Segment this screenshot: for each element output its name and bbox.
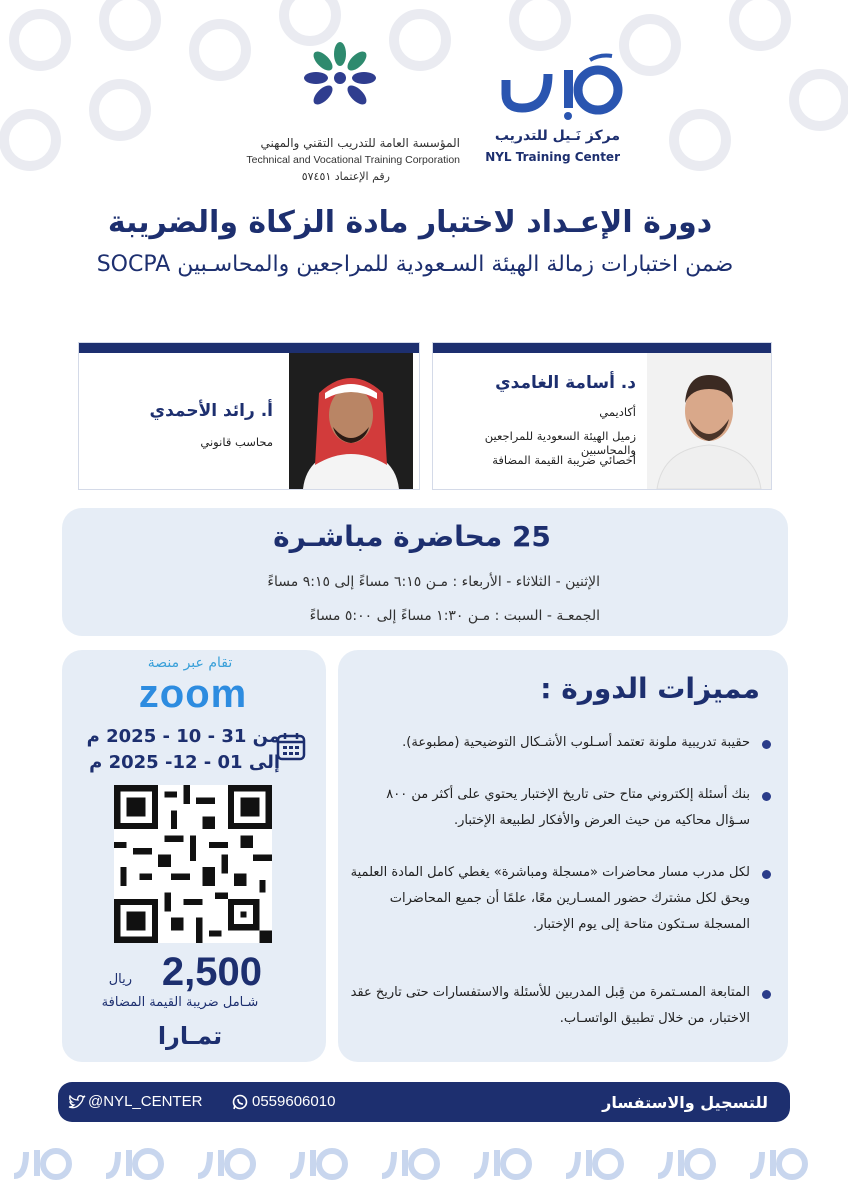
register-label: للتسجيل والاستفسار xyxy=(602,1093,768,1112)
bottom-logo-pattern xyxy=(0,1130,848,1200)
instructor-photo-1 xyxy=(647,353,771,489)
whatsapp-icon xyxy=(232,1094,248,1110)
phone-number[interactable]: 0559606010 xyxy=(252,1093,336,1110)
instructor-card-1 xyxy=(432,342,772,490)
course-title: دورة الإعـداد لاختبار مادة الزكاة والضريبة xyxy=(107,205,713,240)
instructor-title: أخصائي ضريبة القيمة المضافة xyxy=(492,453,636,467)
instructor-title: زميل الهيئة السعودية للمراجعين والمحاسبين xyxy=(484,429,636,457)
instructor-name: د. أسامة الغامدي xyxy=(495,373,636,393)
tvtc-name-en: Technical and Vocational Training Corporation xyxy=(246,154,460,166)
nyl-name-en: NYL Training Center xyxy=(485,150,620,164)
zoom-logo: zoom xyxy=(138,672,248,716)
feature-item: بنك أسئلة إلكتروني متاح حتى تاريخ الإختبار يحتوي على أكثر من ٨٠٠ سـؤال محاكيه من حيث العرض والأفكار لطبيعة الإختبار. xyxy=(386,787,750,828)
card-bar xyxy=(79,343,419,353)
date-to: إلى 01 - 12- 2025 م xyxy=(89,752,280,773)
tvtc-logo xyxy=(300,40,380,120)
bullet-icon xyxy=(762,740,771,749)
bullet-icon xyxy=(762,792,771,801)
schedule-line: الإثنين - الثلاثاء - الأربعاء : مـن ٦:١٥ مساءً إلى ٩:١٥ مساءً xyxy=(267,574,600,590)
instructor-title: محاسب قانوني xyxy=(200,435,273,449)
instructor-name: أ. رائد الأحمدي xyxy=(149,401,273,421)
features-title: مميزات الدورة : xyxy=(540,672,760,705)
bullet-icon xyxy=(762,990,771,999)
tvtc-accreditation: رقم الإعتماد ٥٧٤٥١ xyxy=(301,170,390,183)
twitter-handle[interactable]: @NYL_CENTER xyxy=(88,1093,203,1110)
bullet-icon xyxy=(762,870,771,879)
instructor-card-2 xyxy=(78,342,420,490)
card-bar xyxy=(433,343,771,353)
schedule-line: الجمعـة - السبت : مـن ١:٣٠ مساءً إلى ٥:٠٠ مساءً xyxy=(309,608,600,624)
feature-item: حقيبة تدريبية ملونة تعتمد أسـلوب الأشـكال التوضيحية (مطبوعة). xyxy=(402,735,750,750)
zoom-label: تقام عبر منصة xyxy=(147,655,233,671)
nyl-name-ar: مركز نَـيل للتدريب xyxy=(494,128,620,144)
instructor-photo-2 xyxy=(289,353,413,489)
course-subtitle: ضمن اختبارات زمالة الهيئة السـعودية للمراجعين والمحاسـبين SOCPA xyxy=(96,252,734,277)
qr-code[interactable] xyxy=(114,785,272,943)
vat-note: شـامل ضريبة القيمة المضافة xyxy=(101,995,259,1010)
nyl-logo xyxy=(500,50,630,120)
date-from: من 31 - 10 - 2025 م xyxy=(86,726,280,747)
feature-item: المتابعة المسـتمرة من قِبل المدربين للأسئلة والاستفسارات حتى تاريخ عقد الاختبار، من خلال تطبيق الواتسـاب. xyxy=(350,985,750,1026)
instructor-title: أكاديمي xyxy=(599,405,636,419)
feature-item: لكل مدرب مسار محاضرات «مسجلة ومباشرة» يغطي كامل المادة العلمية ويحق لكل مشترك حضور المسـارين معًا، علمًا أن جميع المحاضرات المسجلة سـتكون متاحة إلى يوم الإختبار. xyxy=(350,865,750,932)
currency: ريال xyxy=(108,972,132,987)
lectures-title: 25 محاضرة مباشـرة xyxy=(273,520,551,553)
calendar-icon xyxy=(276,731,306,761)
twitter-icon xyxy=(68,1095,86,1110)
price: 2,500 xyxy=(161,950,262,994)
tamara-logo: تمـارا xyxy=(157,1022,223,1050)
tvtc-name-ar: المؤسسة العامة للتدريب التقني والمهني xyxy=(260,136,460,150)
